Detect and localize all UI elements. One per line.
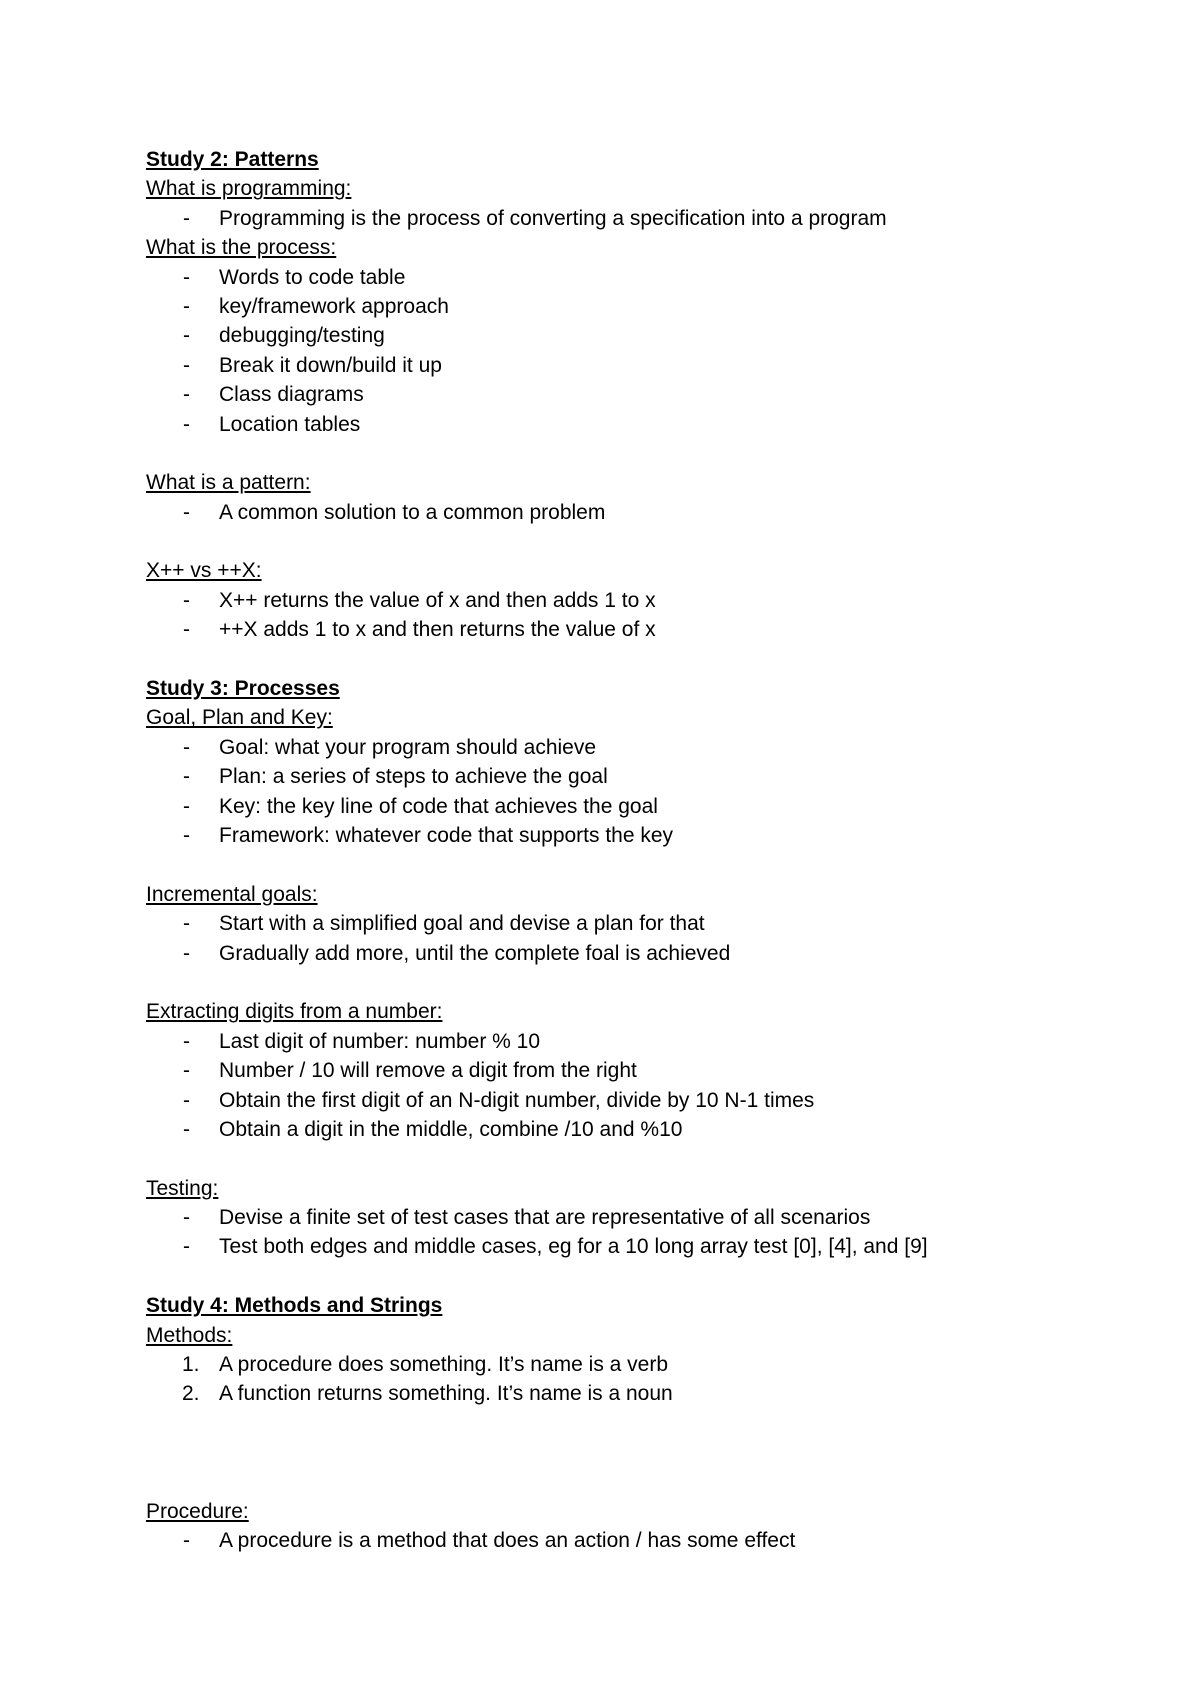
list-item: - ++X adds 1 to x and then returns the value of x: [146, 615, 1146, 644]
blank-line: [146, 645, 1146, 674]
list-item: - Key: the key line of code that achieves the goal: [146, 792, 1146, 821]
document-page: [146, 145, 1146, 1556]
bullet-dash: -: [183, 1059, 190, 1083]
bullet-dash: -: [183, 294, 190, 318]
section-heading-study-4: Study 4: Methods and Strings: [146, 1294, 443, 1318]
list-item: - Words to code table: [146, 263, 1146, 292]
list-item: - Obtain a digit in the middle, combine /10 and %10: [146, 1115, 1146, 1144]
bullet-dash: -: [183, 794, 190, 818]
blank-line: [146, 1468, 1146, 1497]
list-item: - Number / 10 will remove a digit from the right: [146, 1056, 1146, 1085]
list-number: 2.: [182, 1382, 200, 1406]
bullet-dash: -: [183, 941, 190, 965]
subheading-methods: Methods:: [146, 1323, 233, 1347]
section-heading-study-2: Study 2: Patterns: [146, 148, 319, 171]
list-item: - A procedure is a method that does an action / has some effect: [146, 1526, 1146, 1555]
list-item: - A common solution to a common problem: [146, 498, 1146, 527]
blank-line: [146, 1144, 1146, 1173]
blank-line: [146, 1438, 1146, 1467]
list-item: - Framework: whatever code that supports the key: [146, 821, 1146, 850]
list-number: 1.: [182, 1353, 200, 1377]
bullet-dash: -: [183, 1088, 190, 1112]
list-item: - Last digit of number: number % 10: [146, 1027, 1146, 1056]
list-item: - Goal: what your program should achieve: [146, 733, 1146, 762]
bullet-dash: -: [183, 823, 190, 847]
list-item: - Test both edges and middle cases, eg for a 10 long array test [0], [4], and [9]: [146, 1232, 1146, 1261]
list-item: - Location tables: [146, 410, 1146, 439]
list-item: - debugging/testing: [146, 321, 1146, 350]
list-item: - Break it down/build it up: [146, 351, 1146, 380]
list-item: - Class diagrams: [146, 380, 1146, 409]
numbered-list-item: 2. A function returns something. It’s name is a noun: [146, 1379, 1146, 1408]
list-item: - Obtain the first digit of an N-digit number, divide by 10 N-1 times: [146, 1086, 1146, 1115]
bullet-dash: -: [183, 1529, 190, 1553]
subheading-goal-plan-key: Goal, Plan and Key:: [146, 706, 333, 730]
subheading-testing: Testing:: [146, 1176, 219, 1200]
bullet-dash: -: [183, 735, 190, 759]
blank-line: [146, 1262, 1146, 1291]
bullet-dash: -: [183, 618, 190, 642]
bullet-dash: -: [183, 265, 190, 289]
list-item: - Plan: a series of steps to achieve the goal: [146, 762, 1146, 791]
blank-line: [146, 527, 1146, 556]
bullet-dash: -: [183, 765, 190, 789]
subheading-procedure: Procedure:: [146, 1499, 249, 1523]
list-item: - Programming is the process of converting a specification into a program: [146, 204, 1146, 233]
bullet-dash: -: [183, 324, 190, 348]
numbered-list-item: 1. A procedure does something. It’s name is a verb: [146, 1350, 1146, 1379]
subheading-what-is-programming: What is programming:: [146, 177, 352, 201]
subheading-extracting-digits: Extracting digits from a number:: [146, 1000, 443, 1024]
subheading-incremental-goals: Incremental goals:: [146, 882, 318, 906]
list-item: - Devise a finite set of test cases that are representative of all scenarios: [146, 1203, 1146, 1232]
blank-line: [146, 439, 1146, 468]
bullet-dash: -: [183, 383, 190, 407]
bullet-dash: -: [183, 588, 190, 612]
bullet-dash: -: [183, 1235, 190, 1259]
list-item: - key/framework approach: [146, 292, 1146, 321]
subheading-increment-operators: X++ vs ++X:: [146, 559, 262, 583]
bullet-dash: -: [183, 1117, 190, 1141]
bullet-dash: -: [183, 353, 190, 377]
blank-line: [146, 968, 1146, 997]
bullet-dash: -: [183, 1206, 190, 1230]
list-item: - X++ returns the value of x and then adds 1 to x: [146, 586, 1146, 615]
blank-line: [146, 850, 1146, 879]
subheading-what-is-the-process: What is the process:: [146, 236, 337, 260]
list-item: - Start with a simplified goal and devise a plan for that: [146, 909, 1146, 938]
bullet-dash: -: [183, 412, 190, 436]
list-item: - Gradually add more, until the complete foal is achieved: [146, 939, 1146, 968]
section-heading-study-3: Study 3: Processes: [146, 677, 340, 701]
bullet-dash: -: [183, 206, 190, 230]
bullet-dash: -: [183, 912, 190, 936]
bullet-dash: -: [183, 500, 190, 524]
subheading-what-is-a-pattern: What is a pattern:: [146, 471, 311, 495]
blank-line: [146, 1409, 1146, 1438]
bullet-dash: -: [183, 1029, 190, 1053]
